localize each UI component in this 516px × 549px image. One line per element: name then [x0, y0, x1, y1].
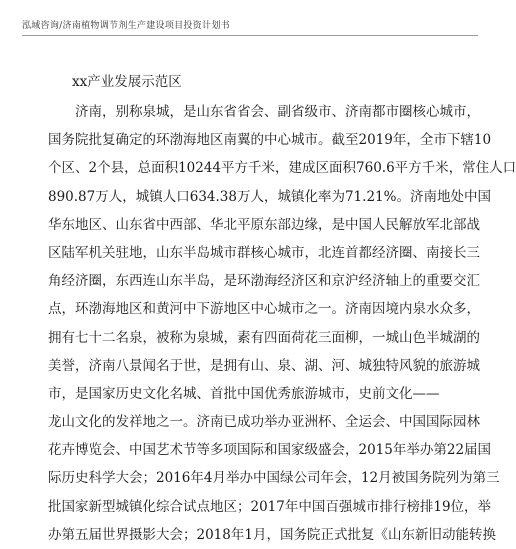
text-line: 市，是国家历史文化名城、首批中国优秀旅游城市，史前文化——	[48, 385, 440, 402]
body-paragraph	[48, 98, 516, 549]
text-line: 花卉博览会、中国艺术节等多项国际和国家级盛会，2015年举办第22届国	[48, 442, 492, 459]
section-title: xx产业发展示范区	[72, 74, 182, 90]
text-line: 办第五届世界摄影大会；2018年1月，国务院正式批复《山东新旧动能转换	[48, 526, 496, 543]
text-line: 华东地区、山东省中西部、华北平原东部边缘，是中国人民解放军北部战	[48, 216, 480, 233]
text-line: 济南，别称泉城，是山东省省会、副省级市、济南都市圈核心城市，	[48, 104, 480, 120]
text-line: 批国家新型城镇化综合试点地区；2017年中国百强城市排行榜排19位，举	[48, 498, 492, 515]
running-header: 泓域咨询/济南植物调节剂生产建设项目投资计划书	[22, 21, 230, 31]
text-line: 区陆军机关驻地，山东半岛城市群核心城市，北连首都经济圈、南接长三	[48, 244, 480, 261]
header-divider	[22, 35, 478, 36]
text-line: 个区、2个县，总面积10244平方千米，建成区面积760.6平方千米，常住人口	[48, 160, 516, 177]
text-line: 际历史科学大会；2016年4月举办中国绿公司年会，12月被国务院列为第三	[48, 470, 500, 487]
text-line: 点，环渤海地区和黄河中下游地区中心城市之一。济南因境内泉水众多，	[48, 301, 480, 318]
text-line: 890.87万人，城镇人口634.38万人，城镇化率为71.21%。济南地处中国	[48, 188, 491, 205]
text-line: 美誉，济南八景闻名于世，是拥有山、泉、湖、河、城独特风貌的旅游城	[48, 357, 480, 374]
text-line: 国务院批复确定的环渤海地区南翼的中心城市。截至2019年，全市下辖10	[48, 132, 492, 149]
text-line: 拥有七十二名泉，被称为泉城，素有四面荷花三面柳，一城山色半城湖的	[48, 329, 480, 346]
text-line: 角经济圈，东西连山东半岛，是环渤海经济区和京沪经济轴上的重要交汇	[48, 273, 480, 290]
text-line: 龙山文化的发祥地之一。济南已成功举办亚洲杯、全运会、中国国际园林	[48, 414, 480, 431]
